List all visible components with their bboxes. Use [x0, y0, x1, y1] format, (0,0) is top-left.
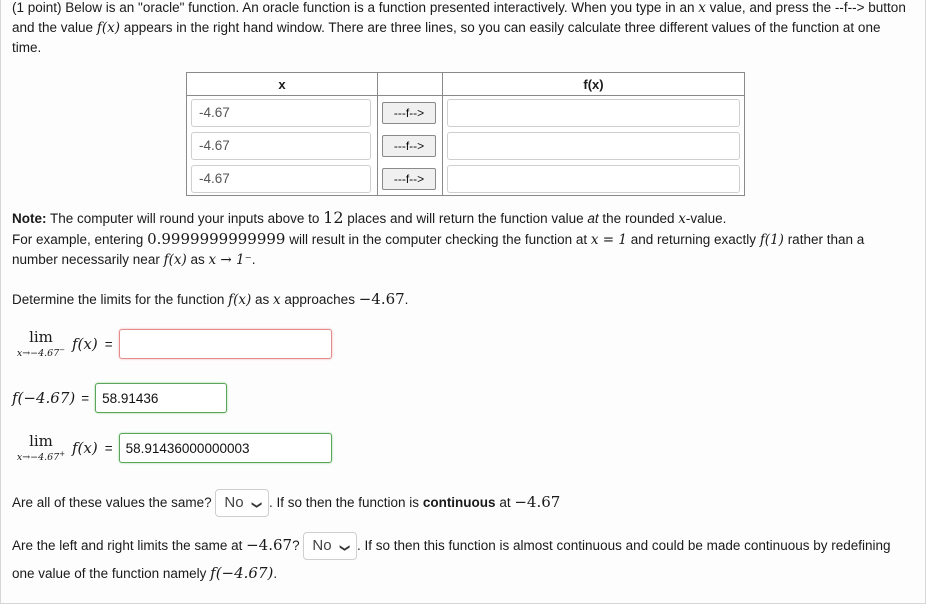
f-at-point-label: f(−4.67): [12, 389, 76, 407]
note-text: and returning exactly: [626, 232, 760, 247]
lr-question-point: −4.67: [246, 536, 293, 554]
fx-output-3[interactable]: [447, 165, 740, 193]
right-limit-row: [12, 433, 332, 463]
value-at-point-input[interactable]: [95, 383, 227, 413]
note-text: rather than a number necessarily near: [12, 232, 865, 267]
same-values-select[interactable]: [215, 489, 269, 517]
oracle-row: [187, 96, 745, 130]
intro-tail: appears in the right hand window. There are three lines, so you can easily calculate three different values of the function at one time.: [12, 20, 881, 55]
same-question-point: −4.67: [514, 493, 561, 511]
chevron-down-icon: ❯: [250, 501, 262, 510]
note-paragraph: [12, 208, 911, 270]
lr-question-text: Are the left and right limits the same at: [12, 538, 247, 553]
fx-output-2[interactable]: [447, 132, 740, 160]
note-text: The computer will round your inputs above to: [46, 211, 324, 226]
left-right-question: [12, 532, 911, 587]
question-point: −4.67: [358, 290, 405, 308]
lim-sup: +: [59, 450, 66, 458]
intro-mid: value, and press the --f--> button and the value: [12, 0, 906, 35]
note-label: Note:: [12, 211, 47, 226]
x-input-3[interactable]: [191, 165, 371, 193]
lim-sub-text: x→−4.67: [16, 348, 60, 360]
note-places: 12: [323, 208, 344, 227]
question-text: approaches: [280, 292, 359, 307]
left-right-same-select[interactable]: [303, 532, 357, 560]
evaluate-button-1[interactable]: ---f-->: [382, 102, 436, 124]
lim-word: lim: [29, 328, 53, 346]
note-x-var: x: [678, 211, 686, 227]
x-input-2[interactable]: [191, 132, 371, 160]
note-fx: f(x): [163, 252, 187, 268]
continuous-word: continuous: [422, 495, 496, 510]
chevron-down-icon: ❯: [338, 544, 350, 553]
question-paragraph: [12, 289, 911, 310]
left-limit-expression: [12, 329, 70, 359]
lim-subscript: [12, 345, 70, 359]
continuity-question: [12, 488, 911, 517]
lr-f-point: f(−4.67): [210, 564, 274, 583]
intro-lead: (1 point) Below is an "oracle" function. An oracle function is a function presented interactively. When you type in an: [12, 0, 699, 15]
left-limit-row: [12, 329, 332, 359]
same-question-text: Are all of these values the same?: [12, 495, 212, 510]
same-values-selected: No: [224, 494, 244, 512]
header-blank: [378, 73, 443, 96]
left-limit-input[interactable]: [119, 329, 332, 359]
question-x-var: x: [273, 292, 281, 308]
note-eq: x = 1: [590, 232, 627, 248]
question-text: .: [404, 292, 409, 307]
lr-question-text: .: [273, 566, 278, 582]
header-fx: f(x): [443, 73, 745, 96]
right-limit-fx: f(x): [72, 439, 98, 458]
question-fx: f(x): [228, 292, 252, 308]
note-text: For example, entering: [12, 232, 148, 247]
lim-subscript: [12, 449, 70, 463]
x-input-1[interactable]: [191, 99, 371, 127]
intro-paragraph: [12, 0, 911, 58]
right-limit-expression: [12, 433, 70, 463]
lim-sup: −: [59, 346, 66, 354]
note-text: places and will return the function value: [343, 211, 588, 226]
header-x: x: [187, 73, 378, 96]
intro-x-var: x: [698, 0, 706, 16]
fx-output-1[interactable]: [447, 99, 740, 127]
lim-sub-text: x→−4.67: [16, 452, 60, 464]
right-limit-input[interactable]: [119, 433, 332, 463]
note-text: the rounded: [598, 211, 679, 226]
oracle-row: [187, 162, 745, 196]
evaluate-button-2[interactable]: ---f-->: [382, 135, 436, 157]
note-f1: f(1): [759, 232, 784, 248]
lim-word: lim: [29, 432, 53, 450]
oracle-row: [187, 129, 745, 162]
note-text: -value.: [685, 211, 727, 226]
note-example: 0.9999999999999: [147, 230, 286, 248]
equals-sign: =: [104, 440, 113, 456]
lr-question-text: ?: [292, 538, 300, 553]
same-question-text: . If so then the function is: [268, 495, 423, 510]
intro-fx: f(x): [96, 20, 120, 36]
note-at: at: [587, 211, 599, 226]
value-at-point-row: [12, 383, 227, 413]
left-right-selected: No: [312, 537, 332, 555]
oracle-table: [186, 72, 745, 196]
equals-sign: =: [81, 390, 90, 406]
note-text: as: [186, 252, 209, 267]
equals-sign: =: [104, 336, 113, 352]
same-question-text: at: [495, 495, 515, 510]
question-text: as: [251, 292, 274, 307]
question-text: Determine the limits for the function: [12, 292, 229, 307]
note-text: .: [251, 252, 256, 267]
evaluate-button-3[interactable]: ---f-->: [382, 168, 436, 190]
note-text: will result in the computer checking the function at: [285, 232, 591, 247]
left-limit-fx: f(x): [72, 335, 98, 354]
note-approach: x → 1⁻: [208, 252, 252, 268]
lr-question-text: . If so then this function is almost continuous and could be made continuous by redefining one value of the function namely: [12, 538, 891, 582]
